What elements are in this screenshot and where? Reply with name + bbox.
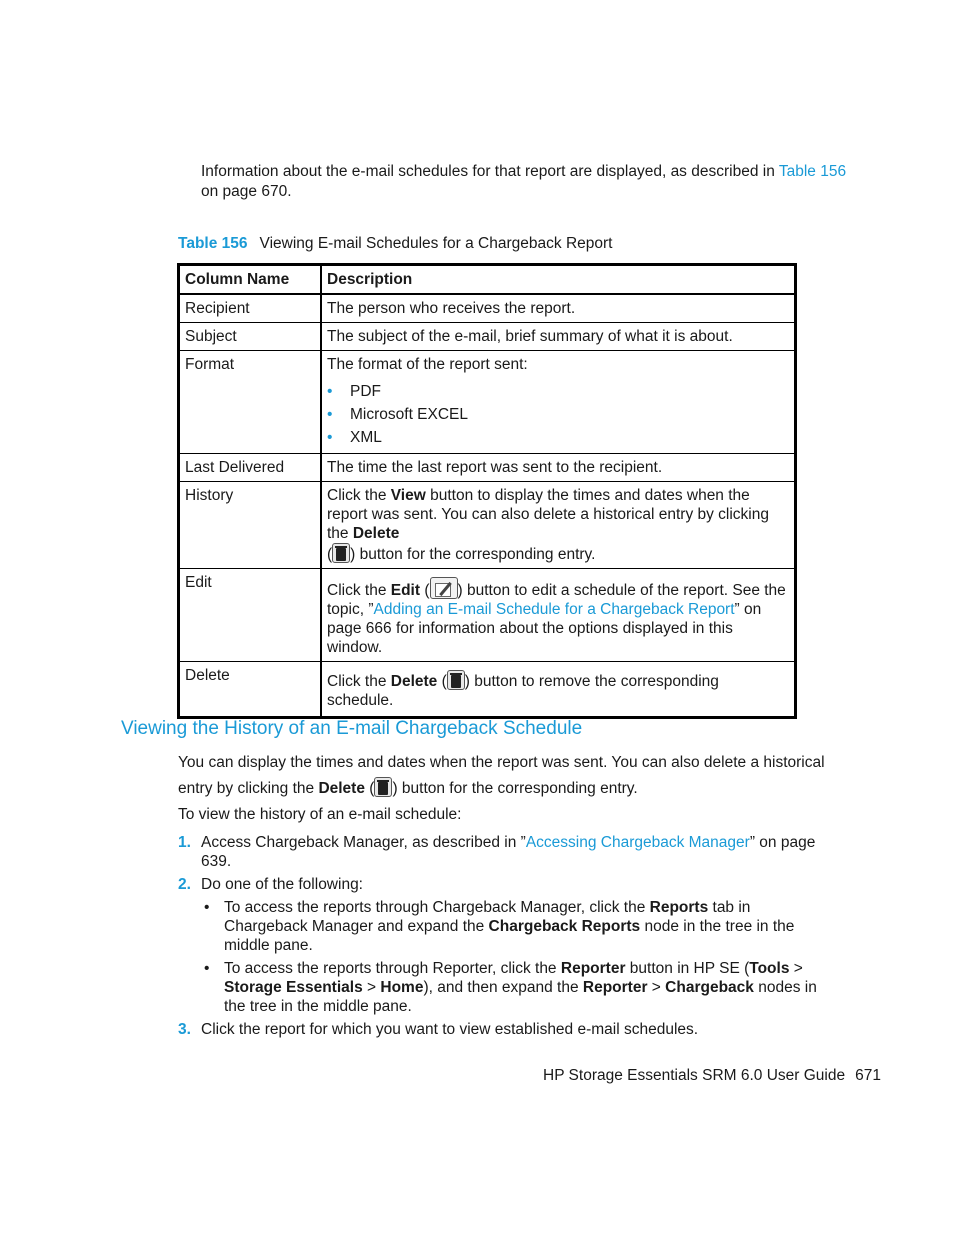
bold-term: Reporter <box>560 960 626 977</box>
text: Click the report for which you want to view established e-mail schedules. <box>201 1021 699 1038</box>
section-paragraph <box>178 750 843 802</box>
table-caption <box>178 234 612 254</box>
text: You can display the times and dates when the report was sent. You can also delete a historical entry by clicking the <box>178 754 825 797</box>
text: Click the <box>327 673 391 690</box>
step-number: 1. <box>178 834 191 851</box>
step-number: 3. <box>178 1021 191 1038</box>
list-item <box>327 380 789 403</box>
text: To access the reports through Chargeback Manager, click the <box>224 899 650 916</box>
edit-icon <box>430 577 458 599</box>
row-description: The person who receives the report. <box>321 294 796 323</box>
text: tab in Chargeback Manager and expand the <box>224 899 751 935</box>
row-description <box>321 351 796 454</box>
list-item-text: XML <box>350 429 382 446</box>
footer-title: HP Storage Essentials SRM 6.0 User Guide <box>543 1067 846 1084</box>
format-desc: The format of the report sent: <box>327 356 528 373</box>
list-item <box>201 898 838 955</box>
list-item <box>201 959 838 1016</box>
text: button in HP SE ( <box>625 960 750 977</box>
email-schedules-table <box>177 263 797 719</box>
text: ( <box>327 546 333 563</box>
delete-label: Delete <box>390 673 438 690</box>
text: ” on page 639. <box>201 834 816 870</box>
step-1 <box>178 833 838 871</box>
table-row <box>179 351 796 454</box>
row-description <box>321 482 796 569</box>
text: nodes in the tree in the middle pane. <box>224 979 817 1015</box>
row-name: Edit <box>179 569 322 662</box>
table-row <box>179 482 796 569</box>
bold-term: Chargeback <box>665 979 754 996</box>
text: Click the <box>327 487 391 504</box>
delete-label: Delete <box>318 780 365 797</box>
text: ), and then expand the <box>423 979 583 996</box>
steps-list <box>178 833 838 1043</box>
table-row <box>179 569 796 662</box>
section-heading: Viewing the History of an E-mail Chargeback Schedule <box>121 718 583 739</box>
list-item-text: Microsoft EXCEL <box>350 406 469 423</box>
table-row <box>179 323 796 351</box>
list-item-text: PDF <box>350 383 381 400</box>
row-name: Last Delivered <box>179 454 322 482</box>
table-title: Viewing E-mail Schedules for a Chargeback Report <box>259 235 613 252</box>
text: Do one of the following: <box>201 876 363 893</box>
bold-term: Chargeback Reports <box>488 918 641 935</box>
view-label: View <box>390 487 426 504</box>
bullet-icon: • <box>204 960 210 977</box>
delete-label: Delete <box>352 525 400 542</box>
page-footer <box>543 1066 881 1086</box>
text: ) button for the corresponding entry. <box>392 780 638 797</box>
table-row <box>179 662 796 718</box>
text: ( <box>364 780 375 797</box>
section-paragraph-2: To view the history of an e-mail schedule: <box>178 806 462 823</box>
row-description: The time the last report was sent to the recipient. <box>321 454 796 482</box>
text: > <box>789 960 803 977</box>
row-description <box>321 569 796 662</box>
text: ) button to remove the corresponding schedule. <box>327 673 719 709</box>
table-row <box>179 294 796 323</box>
bold-term: Reports <box>649 899 709 916</box>
trash-icon <box>447 670 465 690</box>
row-description <box>321 662 796 718</box>
adding-email-schedule-link[interactable]: Adding an E-mail Schedule for a Chargeback Report <box>373 601 735 618</box>
step-number: 2. <box>178 876 191 893</box>
table-header-row <box>179 265 796 295</box>
text: Access Chargeback Manager, as described in ” <box>201 834 526 851</box>
row-description: The subject of the e-mail, brief summary of what it is about. <box>321 323 796 351</box>
edit-label: Edit <box>390 582 421 599</box>
table-156-link[interactable]: Table 156 <box>778 163 847 180</box>
accessing-chargeback-manager-link[interactable]: Accessing Chargeback Manager <box>525 834 750 851</box>
step-2 <box>178 875 838 1016</box>
bullet-icon: • <box>204 899 210 916</box>
step-3 <box>178 1020 838 1039</box>
text: ( <box>420 582 430 599</box>
trash-icon <box>374 777 392 797</box>
table-row <box>179 454 796 482</box>
bold-term: Home <box>380 979 424 996</box>
trash-icon <box>332 543 350 563</box>
text: ( <box>437 673 447 690</box>
text: button to display the times and dates when the report was sent. You can also delete a historical entry by clicking the <box>327 487 769 542</box>
bullet-icon: • <box>327 406 333 423</box>
row-name: Format <box>179 351 322 454</box>
bullet-icon: • <box>327 429 333 446</box>
bold-term: Tools <box>749 960 790 977</box>
column-header-name: Column Name <box>179 265 322 295</box>
row-name: Recipient <box>179 294 322 323</box>
intro-paragraph <box>201 162 851 202</box>
text: Click the <box>327 582 391 599</box>
text: ) button for the corresponding entry. <box>350 546 596 563</box>
row-name: Delete <box>179 662 322 718</box>
bullet-icon: • <box>327 383 333 400</box>
sub-list <box>201 898 838 1016</box>
table-number: Table 156 <box>178 235 248 252</box>
text: > <box>362 979 381 996</box>
list-item <box>327 426 789 449</box>
text: node in the tree in the middle pane. <box>224 918 795 954</box>
text: To access the reports through Reporter, click the <box>224 960 561 977</box>
intro-text-end: on page 670. <box>201 183 292 200</box>
text: > <box>647 979 666 996</box>
intro-text: Information about the e-mail schedules for that report are displayed, as described in <box>201 163 779 180</box>
page-number: 671 <box>855 1067 881 1084</box>
text: ) button to edit a schedule of the report. See the topic, ” <box>327 582 786 618</box>
list-item <box>327 403 789 426</box>
bold-term: Reporter <box>582 979 648 996</box>
format-list <box>327 380 789 449</box>
row-name: History <box>179 482 322 569</box>
bold-term: Storage Essentials <box>224 979 363 996</box>
column-header-description: Description <box>321 265 796 295</box>
row-name: Subject <box>179 323 322 351</box>
text: ” on page 666 for information about the options displayed in this window. <box>327 601 762 656</box>
